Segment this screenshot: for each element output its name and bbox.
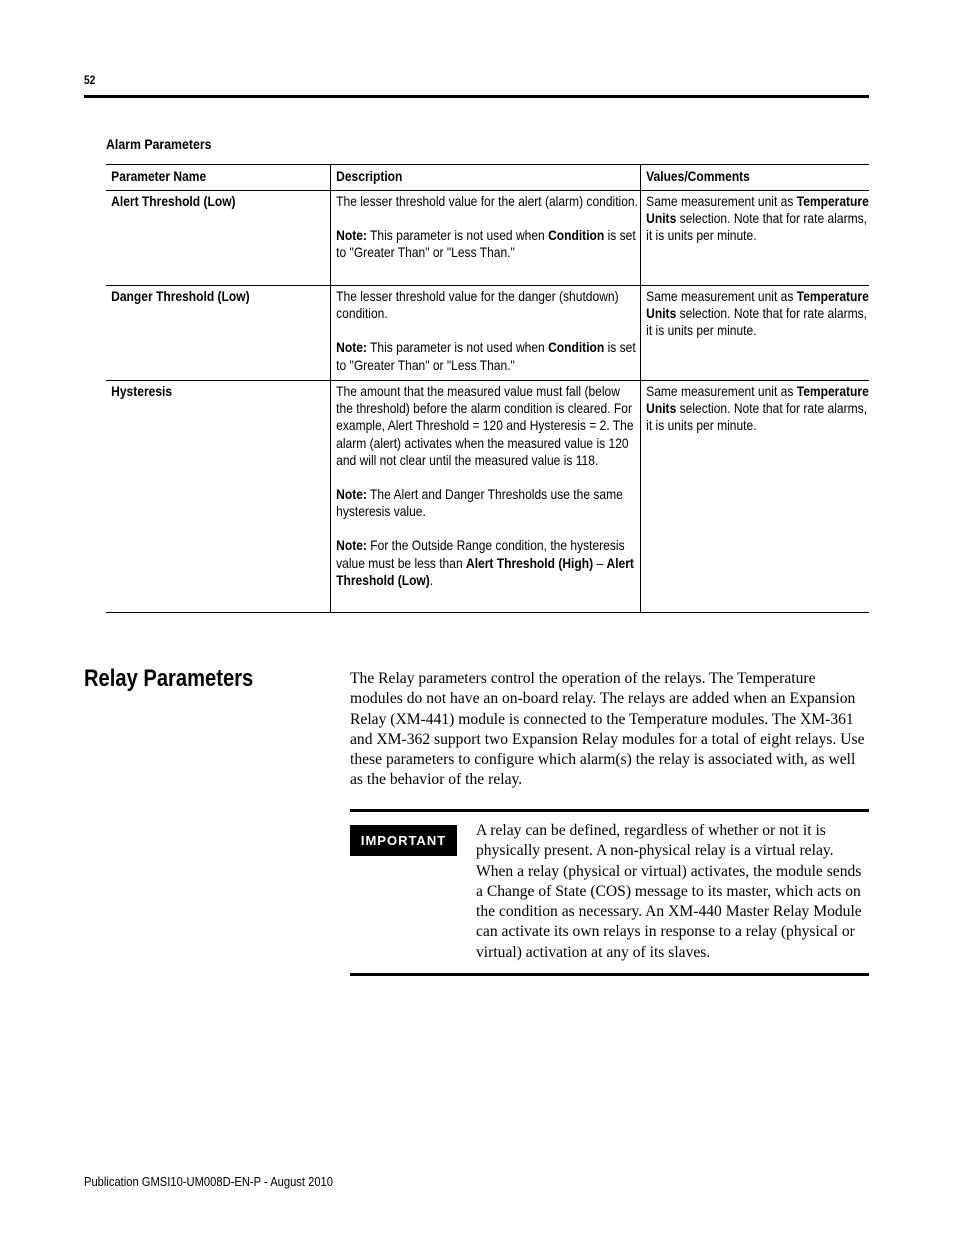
values-cell: Same measurement unit as Temperature Units selection. Note that for rate alarms, it is units per minute. xyxy=(640,381,869,613)
important-label: IMPORTANT xyxy=(350,825,457,856)
description-text: The amount that the measured value must fall (below the threshold) before the alarm condition is cleared. For example, Alert Threshold = 120 and Hysteresis = 2. The alarm (alert) activates when the measured value is 120 and will not clear until the measured value is 118. xyxy=(335,383,634,468)
alarm-parameters-table xyxy=(106,164,869,613)
description-note: Note: This parameter is not used when Condition is set to "Greater Than" or "Less Than." xyxy=(335,339,636,373)
header-description: Description xyxy=(330,165,640,191)
page-number: 52 xyxy=(84,73,96,87)
description-note: Note: The Alert and Danger Thresholds use the same hysteresis value. xyxy=(335,486,623,520)
parameter-name-cell: Alert Threshold (Low) xyxy=(106,191,330,286)
important-callout xyxy=(350,809,869,976)
description-note: Note: For the Outside Range condition, the hysteresis value must be less than Alert Threshold (High) – Alert Threshold (Low). xyxy=(335,537,634,588)
header-rule xyxy=(84,95,869,98)
description-cell xyxy=(330,191,640,286)
publication-footer: Publication GMSI10-UM008D-EN-P - August 2010 xyxy=(84,1174,333,1189)
description-cell xyxy=(330,286,640,381)
description-text: The lesser threshold value for the alert (alarm) condition. xyxy=(335,193,638,209)
parameter-name-cell: Hysteresis xyxy=(106,381,330,613)
table-row xyxy=(106,286,869,381)
values-cell: Same measurement unit as Temperature Units selection. Note that for rate alarms, it is units per minute. xyxy=(640,191,869,286)
section-heading: Relay Parameters xyxy=(84,665,254,692)
description-cell xyxy=(330,381,640,613)
table-header-row xyxy=(106,165,869,191)
values-cell: Same measurement unit as Temperature Units selection. Note that for rate alarms, it is units per minute. xyxy=(640,286,869,381)
important-text: A relay can be defined, regardless of whether or not it is physically present. A non-physical relay is a virtual relay. When a relay (physical or virtual) activates, the module sends a Change of State (COS) message to its master, which acts on the condition as necessary. An XM-440 Master Relay Module can activate its own relays in response to a relay (physical or virtual) activation at any of its slaves. xyxy=(476,822,862,961)
description-note: Note: This parameter is not used when Condition is set to "Greater Than" or "Less Than." xyxy=(335,227,636,261)
header-parameter-name: Parameter Name xyxy=(106,165,330,191)
table-row xyxy=(106,381,869,613)
parameter-name-cell: Danger Threshold (Low) xyxy=(106,286,330,381)
relay-body-paragraph: The Relay parameters control the operation of the relays. The Temperature modules do not have an on-board relay. The relays are added when an Expansion Relay (XM-441) module is connected to the Temperature modules. The XM-361 and XM-362 support two Expansion Relay modules for a total of eight relays. Use these parameters to configure which alarm(s) the relay is associated with, as well as the behavior of the relay. xyxy=(350,670,865,789)
table-caption: Alarm Parameters xyxy=(106,136,212,152)
table-row xyxy=(106,191,869,286)
header-values-comments: Values/Comments xyxy=(640,165,869,191)
description-text: The lesser threshold value for the danger (shutdown) condition. xyxy=(335,288,619,322)
